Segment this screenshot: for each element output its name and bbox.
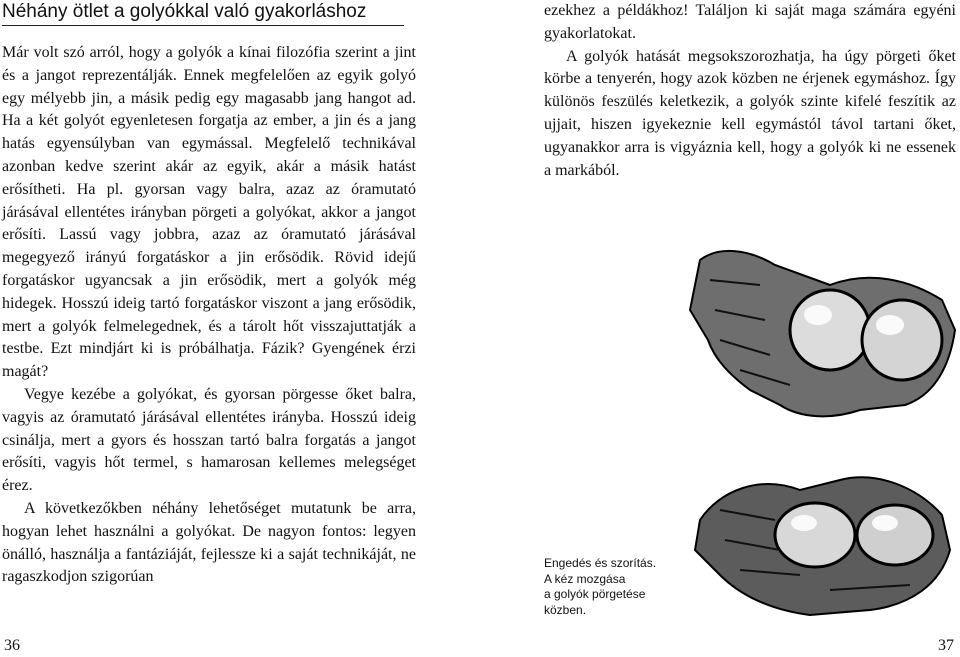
upper-hand-icon [690,251,955,416]
caption-line-3: a golyók pörgetése [544,587,646,601]
paragraph-5: A golyók hatását megsokszorozhatja, ha úgy pörgeti őket körbe a tenyerén, hogy azok közben ne érjenek egymáshoz. Így különös feszülés keletkezik, a golyók szinte kifelé feszítik az ujjait, hiszen igyekeznie kell egymástól távol tartani őket, ugyanakkor arra is vigyáznia kell, hogy a golyók ki ne essenek a markából. [544,47,956,179]
caption-line-1: Engedés és szorítás. [544,556,657,570]
left-text-column [2,42,416,589]
paragraph-4: ezekhez a példákhoz! Találjon ki saját maga számára egyéni gyakorlatokat. [544,2,956,42]
caption-line-4: közben. [544,602,587,617]
lower-hand-icon [695,477,950,615]
page-number-left: 36 [4,637,20,654]
chapter-title: Néhány ötlet a golyókkal való gyakorláshoz [2,0,404,26]
hands-with-balls-illustration [680,190,960,620]
figure-caption [544,556,684,618]
paragraph-3: A következőkben néhány lehetőséget mutatunk be arra, hogyan lehet használni a golyókat. De nagyon fontos: legyen önálló, használja a fantáziáját, fejlessze ki a saját technikáját, ne ragaszkodjon szigorúan [2,499,416,586]
page-number-right: 37 [938,637,954,654]
right-text-column [544,0,956,182]
paragraph-1: Már volt szó arról, hogy a golyók a kínai filozófia szerint a jint és a jangot reprezentálják. Ennek megfelelően az egyik golyó egy mélyebb jin, a másik pedig egy magasabb jang hangot ad. Ha a két golyót egyenletesen forgatja az ember, a jin és a jang hatás egyensúlyban van egymással. Megfelelő technikával azonban kedve szerint akár az egyik, akár a másik hatást erősítheti. Ha pl. gyorsan vagy balra, azaz az óramutató járásával ellentétes irányban pörgeti a golyókat, akkor a jangot erősíti. Lassú vagy jobbra, azaz az óramutató járásával megegyező irányú forgatáskor a jin erősödik. Rövid idejű forgatáskor ugyancsak a jin erősödik, mert a golyók még hidegek. Hosszú ideig tartó forgatáskor viszont a jang erősödik, mert a golyók felmelegednek, és a tárolt hőt visszajuttatják a testbe. Ezt mindjárt ki is próbálhatja. Fázik? Gyengének érzi magát? [2,44,416,381]
paragraph-2: Vegye kezébe a golyókat, és gyorsan pörgesse őket balra, vagyis az óramutató járásával ellentétes irányba. Hosszú ideig csinálja, mert a gyors és hosszan tartó balra forgatás a jangot erősíti, vagyis hőt termel, s hamarosan kellemes melegséget érez. [2,385,416,495]
caption-line-2: A kéz mozgása [544,571,626,586]
